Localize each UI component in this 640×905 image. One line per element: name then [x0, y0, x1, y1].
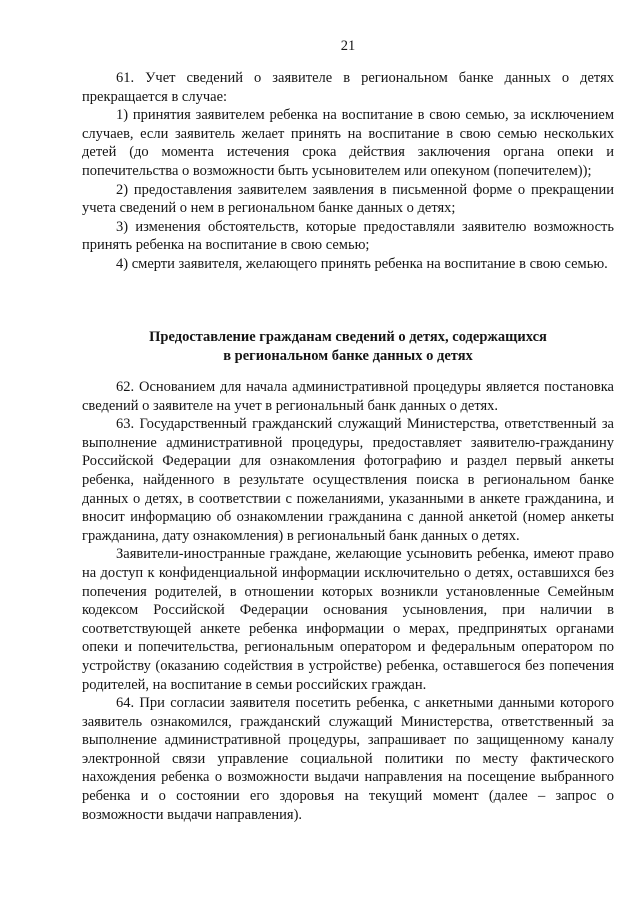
section-info-provision	[82, 378, 614, 824]
paragraph-61-item-3: 3) изменения обстоятельств, которые предоставляли заявителю возможность принять ребенка на воспитание в свою семью;	[82, 218, 614, 254]
paragraph-63: 63. Государственный гражданский служащий Министерства, ответственный за выполнение административной процедуры, предоставляет заявителю-гражданину Российской Федерации для ознакомления фотографию и раздел первый анкеты ребенка, найденного в результате осуществления поиска в региональном банке данных о детях, в соответствии с пожеланиями, указанными в анкете гражданина, и вносит информацию об ознакомлении гражданина с данной анкетой (номер анкеты гражданина, дату ознакомления) в региональный банк данных о детях.	[82, 416, 614, 544]
paragraph-61-item-4: 4) смерти заявителя, желающего принять ребенка на воспитание в свою семью.	[116, 255, 608, 272]
section-heading-line-2: в региональном банке данных о детях	[223, 347, 473, 364]
page-number: 21	[340, 38, 356, 54]
section-heading-line-1: Предоставление гражданам сведений о детях, содержащихся	[149, 329, 547, 345]
section-record-termination	[82, 69, 614, 274]
paragraph-64: 64. При согласии заявителя посетить ребенка, с анкетными данными которого заявитель ознакомился, гражданский служащий Министерства, ответственный за выполнение административной процедуры, запрашивает по защищенному каналу электронной связи управление социальной политики по месту фактического нахождения ребенка о возможности выдачи направления на посещение выбранного ребенка и о состоянии его здоровья на текущий момент (далее – запрос о возможности выдачи направления).	[82, 695, 614, 823]
section-heading	[82, 328, 614, 365]
paragraph-61-intro: 61. Учет сведений о заявителе в региональном банке данных о детях прекращается в случае:	[82, 70, 614, 105]
paragraph-63-foreign: Заявители-иностранные граждане, желающие усыновить ребенка, имеют право на доступ к конфиденциальной информации исключительно о детях, оставшихся без попечения родителей, в отношении которых возникли установленные Семейным кодексом Российской Федерации основания усыновления, при наличии в соответствующей анкете ребенка информации о мерах, предпринятых органами опеки и попечительства, региональным оператором и федеральным оператором по устройству (оказанию содействия в устройстве) ребенка, оставшегося без попечения родителей, на воспитание в семьи российских граждан.	[82, 546, 614, 693]
paragraph-61-item-1: 1) принятия заявителем ребенка на воспитание в свою семью, за исключением случаев, если заявитель желает принять на воспитание в свою семью нескольких детей (до момента истечения срока действия заключения органа опеки и попечительства о возможности быть усыновителем или опекуном (попечителем));	[82, 107, 614, 179]
paragraph-62: 62. Основанием для начала административной процедуры является постановка сведений о заявителе на учет в региональный банк данных о детях.	[82, 379, 614, 414]
paragraph-61-item-2: 2) предоставления заявителем заявления в письменной форме о прекращении учета сведений о нем в региональном банке данных о детях;	[82, 181, 614, 217]
